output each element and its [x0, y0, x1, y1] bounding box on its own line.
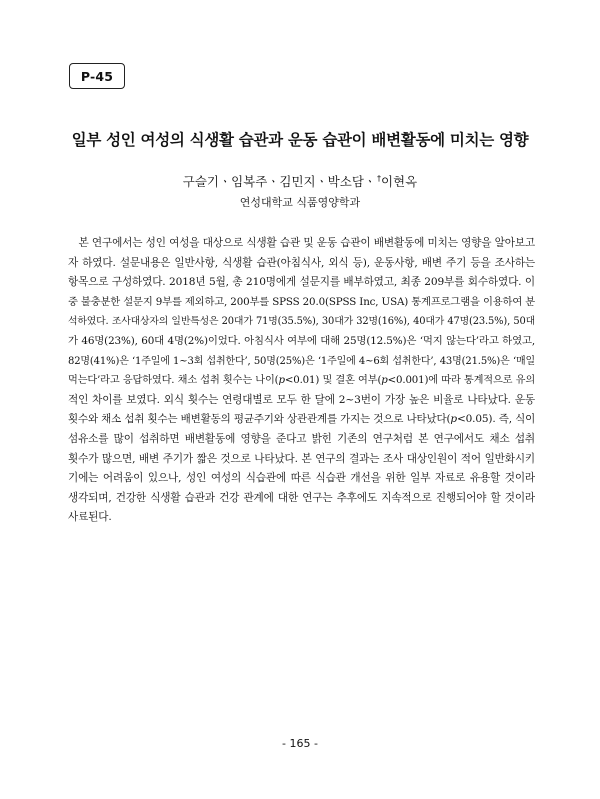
abstract-line: 먹는다’라고 응답하였다. 채소 섭취 횟수는 나이(p<0.01) 및 결혼 여부(p<0.001)에 따라 통계적으로 유의 [68, 375, 536, 387]
page-number: - 165 - [282, 737, 318, 750]
poster-number-badge: P-45 [69, 63, 125, 89]
paper-title: 일부 성인 여성의 식생활 습관과 운동 습관이 배변활동에 미치는 영향 [71, 131, 529, 149]
author-list [30, 172, 570, 190]
corresponding-author-mark: † [376, 174, 381, 183]
abstract-line: 횟수와 채소 섭취 횟수는 배변활동의 평균주기와 상관관계를 가지는 것으로 나타났다(p<0.05). 즉, 식이 [68, 413, 536, 426]
abstract-line: 중 불충분한 설문지 9부를 제외하고, 200부를 SPSS 20.0(SPSS Inc, USA) 통계프로그램을 이용하여 분 [68, 295, 536, 308]
abstract-line: 가 46명(23%), 60대 4명(2%)이었다. 아침식사 여부에 대해 25명(12.5%)은 ‘먹지 않는다’라고 하였고, [68, 334, 535, 347]
abstract-line: 적인 차이를 보였다. 외식 횟수는 연령대별로 모두 한 달에 2~3번이 가장 높은 비율로 나타났다. 운동 [68, 393, 535, 406]
author-affiliation: 연성대학교 식품영양학과 [239, 196, 361, 209]
corresponding-author-name: 이현옥 [380, 174, 418, 189]
abstract-line: 생각되며, 건강한 식생활 습관과 건강 관계에 대한 연구는 추후에도 지속적으로 진행되어야 할 것이라 [68, 491, 535, 504]
abstract-line: 기에는 어려움이 있으나, 성인 여성의 식습관에 따른 식습관 개선을 위한 일부 자료로 유용할 것이라 [68, 472, 535, 485]
abstract-line: 사료된다. [68, 511, 112, 524]
abstract-body [68, 234, 535, 528]
abstract-line: 82명(41%)은 ‘1주일에 1~3회 섭취한다’, 50명(25%)은 ‘1주일에 4~6회 섭취한다’, 43명(21.5%)은 ‘매일 [68, 355, 535, 367]
abstract-line: 자 하였다. 설문내용은 일반사항, 식생활 습관(아침식사, 외식 등), 운동사항, 배변 주기 등을 조사하는 [68, 256, 535, 269]
abstract-line: 항목으로 구성하였다. 2018년 5월, 총 210명에게 설문지를 배부하였고, 최종 209부를 회수하였다. 이 [68, 276, 535, 289]
author-names: 구슬기ㆍ임복주ㆍ김민지ㆍ박소담ㆍ [182, 174, 376, 189]
abstract-line: 본 연구에서는 성인 여성을 대상으로 식생활 습관 및 운동 습관이 배변활동에 미치는 영향을 알아보고 [68, 237, 535, 249]
abstract-line: 횟수가 많으면, 배변 주기가 짧은 것으로 나타났다. 본 연구의 결과는 조사 대상인원이 적어 일반화시키 [68, 452, 535, 465]
abstract-line: 섬유소를 많이 섭취하면 배변활동에 영향을 준다고 밝힌 기존의 연구처럼 본 연구에서도 채소 섭취 [68, 432, 535, 445]
abstract-line: 석하였다. 조사대상자의 일반특성은 20대가 71명(35.5%), 30대가 32명(16%), 40대가 47명(23.5%), 50대 [68, 316, 535, 328]
